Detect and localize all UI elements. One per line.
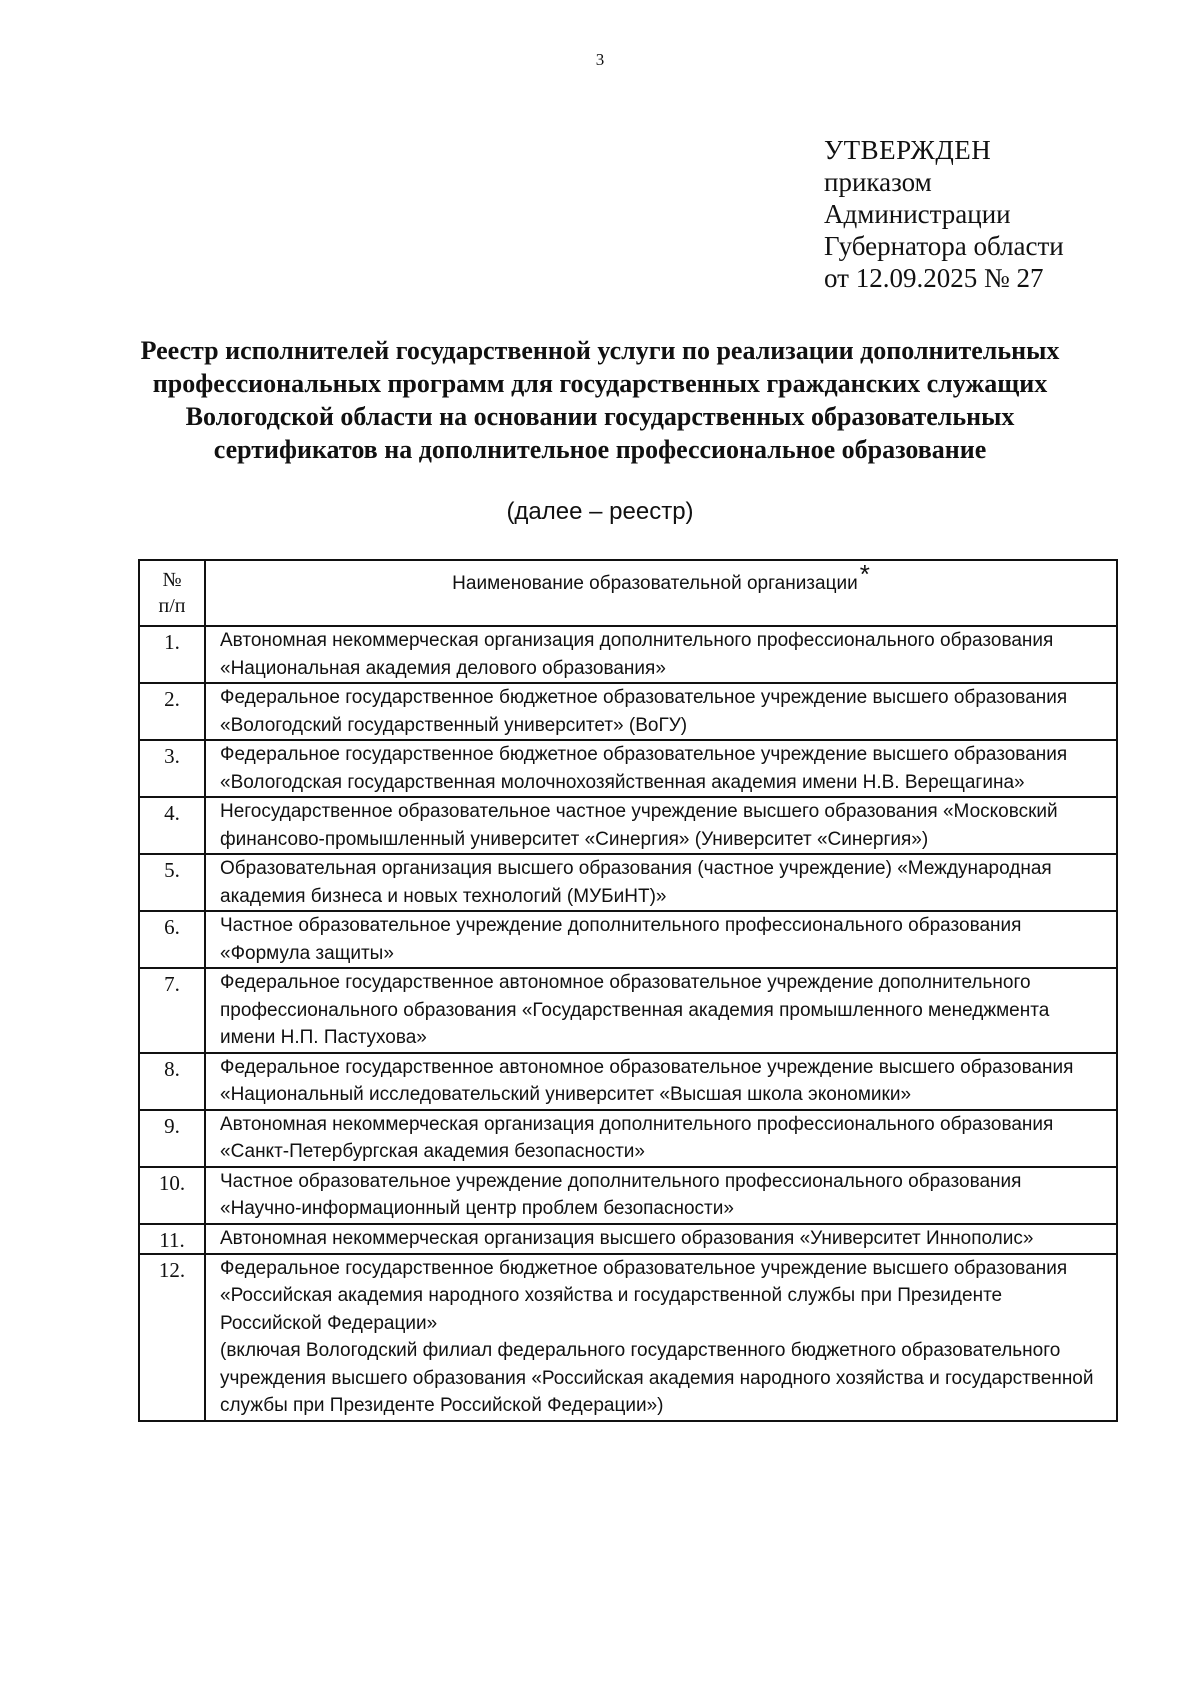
row-number: 2. bbox=[139, 683, 205, 740]
footnote-asterisk: * bbox=[859, 559, 870, 589]
row-organization-name: Частное образовательное учреждение дополнительного профессионального образования «Формула защиты» bbox=[205, 911, 1117, 968]
document-title: Реестр исполнителей государственной услуги по реализации дополнительных профессиональных программ для государственных гражданских служащих Вологодской области на основании государственных образовательных сертификатов на дополнительное профессиональное образование bbox=[140, 336, 1060, 464]
table-row bbox=[139, 797, 1117, 854]
row-number: 11. bbox=[139, 1224, 205, 1254]
row-organization-name: Негосударственное образовательное частное учреждение высшего образования «Московский финансово-промышленный университет «Синергия» (Университет «Синергия») bbox=[205, 797, 1117, 854]
row-number: 5. bbox=[139, 854, 205, 911]
row-organization-name: Федеральное государственное автономное образовательное учреждение дополнительного профессионального образования «Государственная академия промышленного менеджмента имени Н.П. Пастухова» bbox=[205, 968, 1117, 1053]
row-number: 8. bbox=[139, 1053, 205, 1110]
row-number: 6. bbox=[139, 911, 205, 968]
row-organization-name: Федеральное государственное бюджетное образовательное учреждение высшего образования «Вологодская государственная молочнохозяйственная академия имени Н.В. Верещагина» bbox=[205, 740, 1117, 797]
row-organization-name: Автономная некоммерческая организация высшего образования «Университет Иннополис» bbox=[205, 1224, 1117, 1254]
approval-heading: УТВЕРЖДЕН bbox=[824, 135, 992, 165]
row-organization-branch-note: (включая Вологодский филиал федерального государственного бюджетного образовательного учреждения высшего образования «Российская академия народного хозяйства и государственной службы при Президенте Российской Федерации») bbox=[220, 1340, 1094, 1416]
approval-line-administration: Администрации bbox=[824, 199, 1011, 229]
row-number: 7. bbox=[139, 968, 205, 1053]
document-subtitle: (далее – реестр) bbox=[506, 498, 694, 525]
table-row bbox=[139, 626, 1117, 683]
header-name-label: Наименование образовательной организации bbox=[452, 573, 858, 594]
table-row bbox=[139, 1167, 1117, 1224]
row-organization-name: Федеральное государственное автономное образовательное учреждение высшего образования «Национальный исследовательский университет «Высшая школа экономики» bbox=[205, 1053, 1117, 1110]
table-row bbox=[139, 1053, 1117, 1110]
row-organization-name: Автономная некоммерческая организация дополнительного профессионального образования «Национальная академия делового образования» bbox=[205, 626, 1117, 683]
row-number: 1. bbox=[139, 626, 205, 683]
approval-line-order: приказом bbox=[824, 167, 932, 197]
row-number: 3. bbox=[139, 740, 205, 797]
table-row bbox=[139, 683, 1117, 740]
table-row bbox=[139, 1110, 1117, 1167]
row-organization-name: Автономная некоммерческая организация дополнительного профессионального образования «Санкт-Петербургская академия безопасности» bbox=[205, 1110, 1117, 1167]
row-number: 4. bbox=[139, 797, 205, 854]
header-number-abbrev: п/п bbox=[158, 595, 186, 617]
row-organization-name: Частное образовательное учреждение дополнительного профессионального образования «Научно-информационный центр проблем безопасности» bbox=[205, 1167, 1117, 1224]
page-number: 3 bbox=[595, 50, 605, 69]
table-row bbox=[139, 740, 1117, 797]
table-row bbox=[139, 968, 1117, 1053]
row-number: 12. bbox=[139, 1254, 205, 1421]
row-organization-name: Образовательная организация высшего образования (частное учреждение) «Международная академия бизнеса и новых технологий (МУБиНТ)» bbox=[205, 854, 1117, 911]
approval-line-date: от 12.09.2025 № 27 bbox=[824, 263, 1044, 293]
approval-line-governor: Губернатора области bbox=[824, 231, 1064, 261]
row-number: 10. bbox=[139, 1167, 205, 1224]
table-row bbox=[139, 854, 1117, 911]
table-row bbox=[139, 911, 1117, 968]
table-row bbox=[139, 1224, 1117, 1254]
table-row bbox=[139, 1254, 1117, 1421]
table-header-row bbox=[139, 560, 1117, 626]
header-number-symbol: № bbox=[162, 569, 182, 591]
registry-table bbox=[138, 559, 1118, 1422]
row-organization-name: Федеральное государственное бюджетное образовательное учреждение высшего образования «Российская академия народного хозяйства и государственной службы при Президенте Российской Федерации» bbox=[220, 1257, 1068, 1334]
header-name-cell bbox=[205, 560, 1117, 626]
row-organization-cell bbox=[205, 1254, 1117, 1421]
approval-stamp bbox=[824, 134, 1064, 294]
row-number: 9. bbox=[139, 1110, 205, 1167]
header-number-cell bbox=[139, 560, 205, 626]
row-organization-name: Федеральное государственное бюджетное образовательное учреждение высшего образования «Вологодский государственный университет» (ВоГУ) bbox=[205, 683, 1117, 740]
